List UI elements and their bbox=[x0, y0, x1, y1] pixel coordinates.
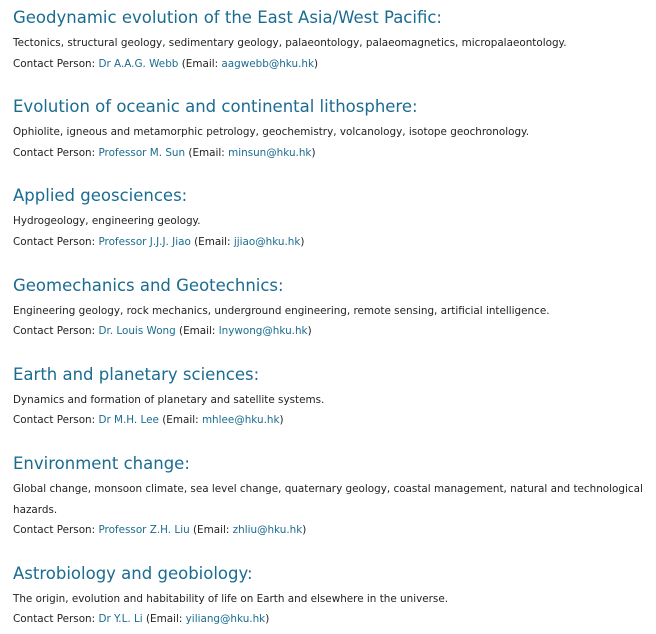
section-heading: Geomechanics and Geotechnics: bbox=[13, 275, 284, 295]
email-close: ) bbox=[300, 235, 305, 248]
section-heading: Geodynamic evolution of the East Asia/West Pacific: bbox=[13, 8, 442, 27]
research-areas-list bbox=[13, 0, 643, 630]
contact-person-link[interactable]: Dr A.A.G. Webb bbox=[98, 57, 179, 70]
email-label: (Email: bbox=[185, 146, 229, 159]
research-area-section bbox=[13, 431, 643, 541]
contact-label: Contact Person: bbox=[13, 235, 99, 248]
section-topics: Hydrogeology, engineering geology. bbox=[13, 215, 201, 228]
section-heading: Applied geosciences: bbox=[13, 186, 188, 206]
contact-line bbox=[13, 232, 643, 253]
email-link[interactable]: minsun@hku.hk bbox=[228, 146, 312, 159]
contact-label: Contact Person: bbox=[13, 325, 99, 338]
email-label: (Email: bbox=[178, 57, 222, 70]
email-link[interactable]: zhliu@hku.hk bbox=[232, 524, 303, 537]
research-area-section bbox=[13, 253, 643, 342]
email-label: (Email: bbox=[190, 235, 234, 248]
email-link[interactable]: jjiao@hku.hk bbox=[233, 235, 301, 248]
contact-label: Contact Person: bbox=[13, 613, 99, 626]
contact-line bbox=[13, 143, 643, 164]
section-heading: Earth and planetary sciences: bbox=[13, 364, 260, 384]
email-link[interactable]: mhlee@hku.hk bbox=[201, 414, 280, 427]
research-area-section bbox=[13, 342, 643, 431]
research-area-section bbox=[13, 0, 643, 74]
section-topics: Tectonics, structural geology, sedimentary geology, palaeontology, palaeomagnetics, micropalaeontology. bbox=[13, 37, 567, 49]
email-close: ) bbox=[302, 524, 307, 537]
research-area-section bbox=[13, 541, 643, 630]
section-heading: Environment change: bbox=[13, 453, 190, 473]
contact-line bbox=[13, 410, 643, 431]
contact-line bbox=[13, 520, 643, 541]
section-topics: Global change, monsoon climate, sea level change, quaternary geology, coastal management, natural and technological hazards. bbox=[13, 482, 643, 516]
section-topics: Ophiolite, igneous and metamorphic petrology, geochemistry, volcanology, isotope geochronology. bbox=[13, 126, 530, 139]
contact-label: Contact Person: bbox=[13, 146, 99, 159]
contact-person-link[interactable]: Dr Y.L. Li bbox=[98, 613, 143, 626]
contact-person-link[interactable]: Dr. Louis Wong bbox=[98, 325, 176, 338]
email-close: ) bbox=[279, 414, 284, 427]
research-area-section bbox=[13, 163, 643, 252]
section-topics: Dynamics and formation of planetary and satellite systems. bbox=[13, 393, 325, 406]
section-heading: Evolution of oceanic and continental lithosphere: bbox=[13, 97, 418, 117]
email-label: (Email: bbox=[142, 613, 186, 626]
email-label: (Email: bbox=[158, 414, 202, 427]
contact-line bbox=[13, 54, 643, 75]
email-close: ) bbox=[307, 325, 312, 338]
section-topics: The origin, evolution and habitability of life on Earth and elsewhere in the universe. bbox=[13, 592, 449, 605]
email-label: (Email: bbox=[175, 325, 219, 338]
section-topics: Engineering geology, rock mechanics, underground engineering, remote sensing, artificial intelligence. bbox=[13, 304, 550, 317]
contact-line bbox=[13, 609, 643, 630]
email-link[interactable]: yiliang@hku.hk bbox=[185, 613, 266, 626]
email-close: ) bbox=[265, 613, 270, 626]
research-area-section bbox=[13, 74, 643, 163]
contact-person-link[interactable]: Professor J.J.J. Jiao bbox=[98, 235, 191, 248]
section-heading: Astrobiology and geobiology: bbox=[13, 563, 253, 583]
contact-line bbox=[13, 321, 643, 342]
email-label: (Email: bbox=[189, 524, 233, 537]
contact-person-link[interactable]: Professor M. Sun bbox=[98, 146, 186, 159]
email-close: ) bbox=[313, 57, 319, 70]
email-link[interactable]: lnywong@hku.hk bbox=[218, 325, 308, 338]
email-close: ) bbox=[311, 146, 316, 159]
email-link[interactable]: aagwebb@hku.hk bbox=[221, 57, 314, 70]
contact-label: Contact Person: bbox=[13, 414, 99, 427]
contact-label: Contact Person: bbox=[13, 57, 99, 70]
contact-label: Contact Person: bbox=[13, 524, 99, 537]
contact-person-link[interactable]: Dr M.H. Lee bbox=[98, 414, 159, 427]
contact-person-link[interactable]: Professor Z.H. Liu bbox=[98, 524, 190, 537]
